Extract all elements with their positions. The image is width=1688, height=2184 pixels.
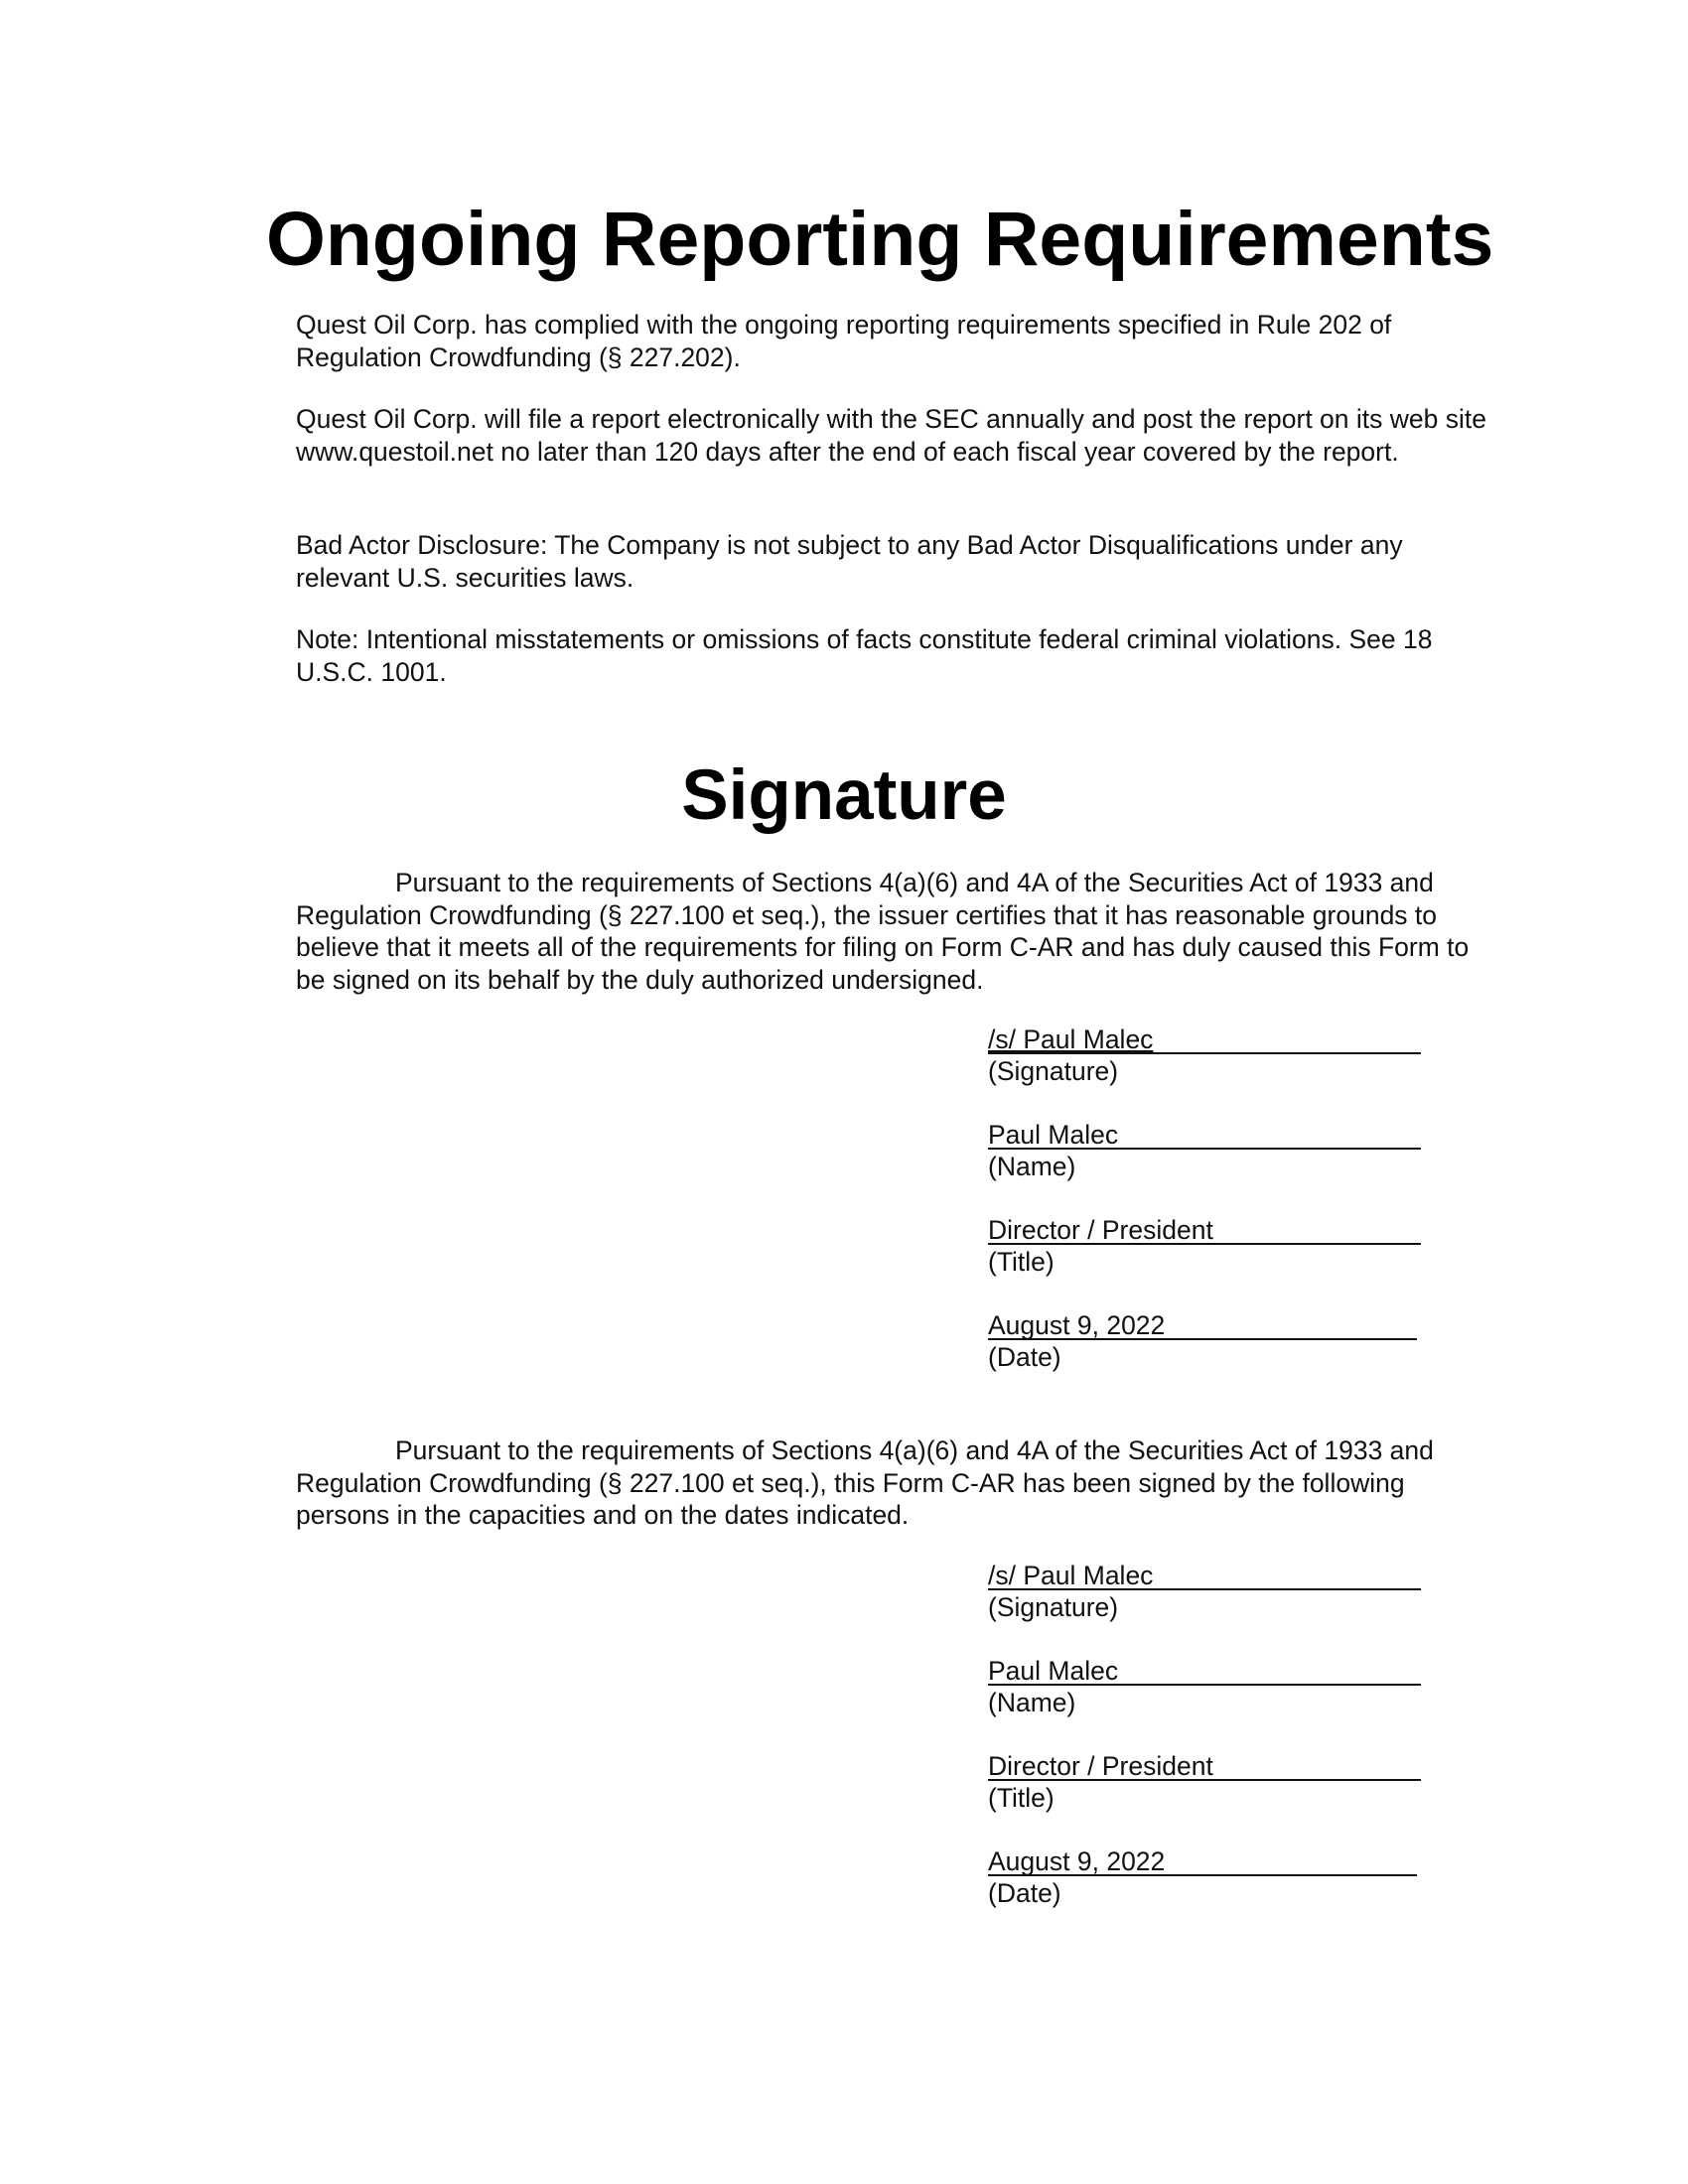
- signature-value: /s/ Paul Malec: [988, 1561, 1154, 1590]
- persons-statement-text: Pursuant to the requirements of Sections 4(a)(6) and 4A of the Securities Act of 1933 and Regulation Crowdfunding (§ 227.100 et seq.), this Form C-AR has been signed by the following persons in the capacities and on the dates indicated.: [296, 1435, 1434, 1530]
- note-paragraph: Note: Intentional misstatements or omissions of facts constitute federal criminal violations. See 18 U.S.C. 1001.: [296, 624, 1433, 687]
- date-value: August 9, 2022: [988, 1310, 1166, 1340]
- date-line: [988, 1309, 1425, 1341]
- name-value: Paul Malec: [988, 1120, 1119, 1150]
- issuer-statement-text: Pursuant to the requirements of Sections 4(a)(6) and 4A of the Securities Act of 1933 and Regulation Crowdfunding (§ 227.100 et seq.), the issuer certifies that it has reasonable grounds to believe that it meets all of the requirements for filing on Form C-AR and has duly caused this Form to be signed on its behalf by the duly authorized undersigned.: [296, 868, 1470, 995]
- annual-report-paragraph: Quest Oil Corp. will file a report electronically with the SEC annually and post the report on its web site www.questoil.net no later than 120 days after the end of each fiscal year covered by the report.: [296, 404, 1486, 467]
- signature-line: [988, 1560, 1425, 1591]
- name-caption: (Name): [988, 1152, 1076, 1181]
- date-line: [988, 1845, 1425, 1877]
- issuer-statement-paragraph: [296, 867, 1497, 996]
- ongoing-reporting-title: Ongoing Reporting Requirements: [266, 197, 1494, 282]
- name-line: [988, 1119, 1425, 1151]
- title-value: Director / President: [988, 1215, 1213, 1245]
- title-caption: (Title): [988, 1247, 1055, 1277]
- bad-actor-paragraph: Bad Actor Disclosure: The Company is not subject to any Bad Actor Disqualifications under any relevant U.S. securities laws.: [296, 530, 1403, 593]
- signature-caption: (Signature): [988, 1592, 1119, 1622]
- compliance-paragraph: Quest Oil Corp. has complied with the ongoing reporting requirements specified in Rule 202 of Regulation Crowdfunding (§ 227.202).: [296, 310, 1392, 372]
- name-line: [988, 1655, 1425, 1687]
- title-value: Director / President: [988, 1751, 1213, 1781]
- signature-title: Signature: [681, 756, 1007, 835]
- signature-caption: (Signature): [988, 1056, 1119, 1086]
- title-line: [988, 1214, 1425, 1246]
- signature-line: [988, 1024, 1425, 1055]
- signature-value: /s/ Paul Malec: [988, 1024, 1154, 1054]
- title-line: [988, 1750, 1425, 1782]
- signature-block-persons: [988, 1560, 1425, 1941]
- name-caption: (Name): [988, 1688, 1076, 1717]
- date-value: August 9, 2022: [988, 1846, 1166, 1876]
- date-caption: (Date): [988, 1878, 1061, 1908]
- persons-statement-paragraph: [296, 1434, 1497, 1532]
- date-caption: (Date): [988, 1342, 1061, 1372]
- name-value: Paul Malec: [988, 1656, 1119, 1686]
- title-caption: (Title): [988, 1783, 1055, 1813]
- signature-block-issuer: [988, 1024, 1425, 1405]
